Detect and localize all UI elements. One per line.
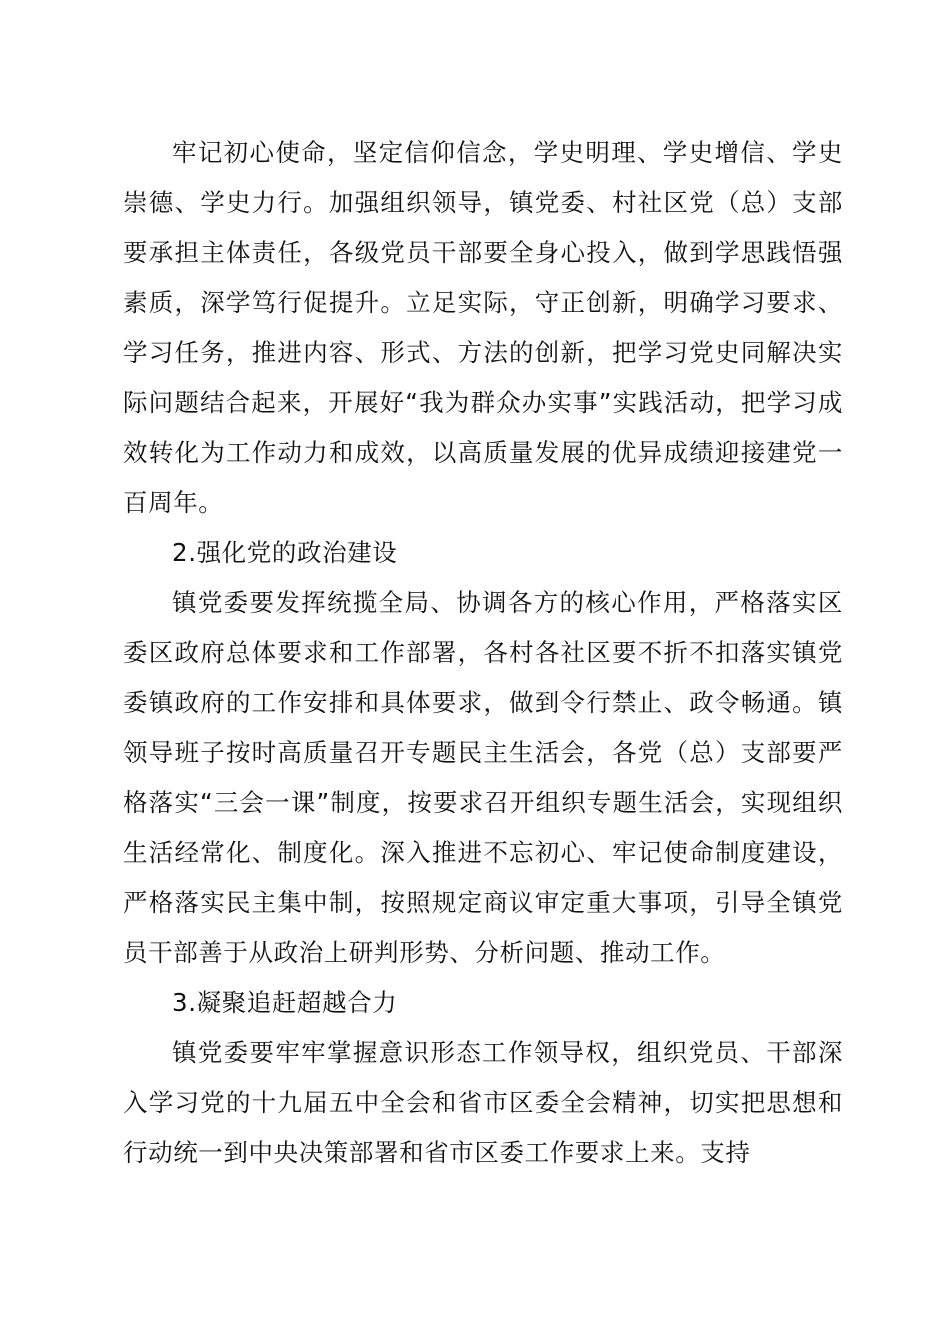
document-body	[123, 128, 843, 1178]
paragraph-political-construction: 镇党委要发挥统揽全局、协调各方的核心作用，严格落实区委区政府总体要求和工作部署，各村各社区要不折不扣落实镇党委镇政府的工作安排和具体要求，做到令行禁止、政令畅通。镇领导班子按时高质量召开专题民主生活会，各党（总）支部要严格落实“三会一课”制度，按要求召开组织专题生活会，实现组织生活经常化、制度化。深入推进不忘初心、牢记使命制度建设，严格落实民主集中制，按照规定商议审定重大事项，引导全镇党员干部善于从政治上研判形势、分析问题、推动工作。	[123, 588, 843, 967]
paragraph-ideology-work: 镇党委要牢牢掌握意识形态工作领导权，组织党员、干部深入学习党的十九届五中全会和省市区委全会精神，切实把思想和行动统一到中央决策部署和省市区委工作要求上来。支持	[123, 1038, 843, 1167]
paragraph-study-history: 牢记初心使命，坚定信仰信念，学史明理、学史增信、学史崇德、学史力行。加强组织领导，镇党委、村社区党（总）支部要承担主体责任，各级党员干部要全身心投入，做到学思践悟强素质，深学笃行促提升。立足实际，守正创新，明确学习要求、学习任务，推进内容、形式、方法的创新，把学习党史同解决实际问题结合起来，开展好“我为群众办实事”实践活动，把学习成效转化为工作动力和成效，以高质量发展的优异成绩迎接建党一百周年。	[123, 138, 843, 517]
section-heading-synergy: 3.凝聚追赶超越合力	[172, 988, 398, 1017]
section-heading-political-construction: 2.强化党的政治建设	[172, 538, 398, 567]
